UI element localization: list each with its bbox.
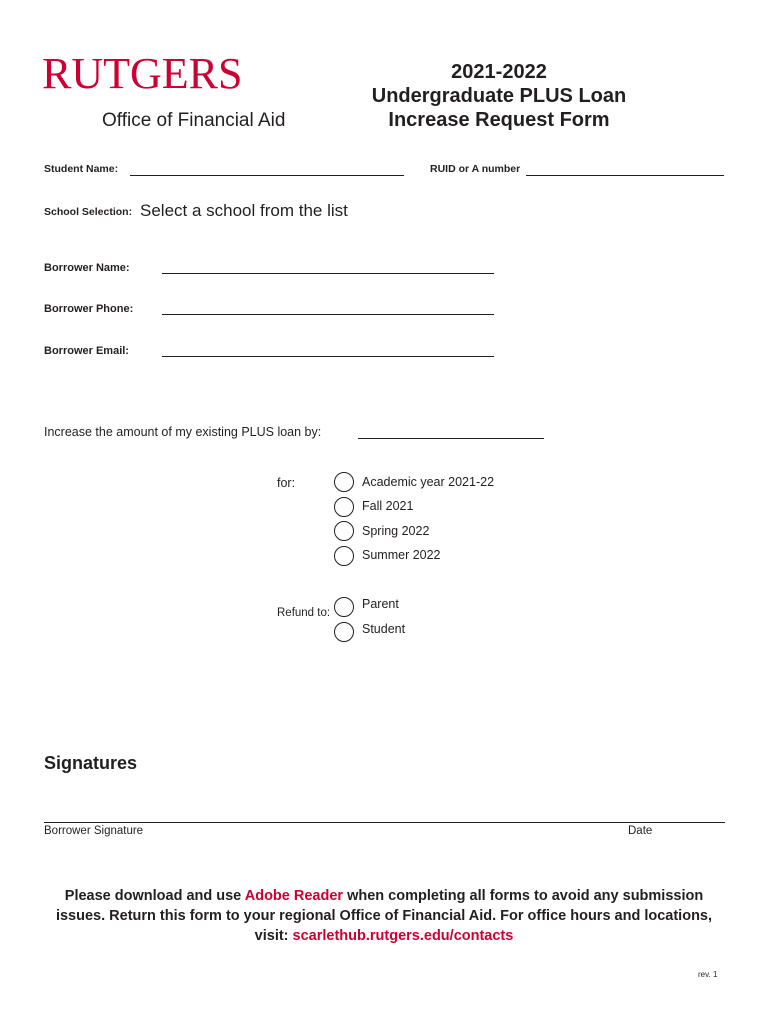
option-parent-label: Parent — [362, 597, 399, 611]
school-select[interactable]: Select a school from the list — [140, 201, 348, 220]
logo-subtitle: Office of Financial Aid — [102, 110, 286, 131]
radio-summer[interactable] — [334, 546, 354, 566]
borrower-email-label: Borrower Email: — [44, 345, 129, 357]
borrower-email-field[interactable] — [162, 356, 494, 357]
borrower-phone-label: Borrower Phone: — [44, 303, 134, 315]
school-selection-label: School Selection: — [44, 206, 133, 218]
date-label: Date — [628, 825, 653, 837]
refund-to-label: Refund to: — [277, 607, 331, 619]
adobe-reader-link[interactable]: Adobe Reader — [244, 888, 344, 904]
student-name-field[interactable] — [130, 175, 404, 176]
rutgers-logo — [42, 49, 243, 98]
radio-spring[interactable] — [334, 521, 354, 541]
radio-student[interactable] — [334, 622, 354, 642]
contacts-link[interactable]: scarlethub.rutgers.edu/contacts — [292, 928, 514, 944]
increase-amount-label: Increase the amount of my existing PLUS loan by: — [44, 425, 322, 439]
option-spring-label: Spring 2022 — [362, 524, 430, 538]
form-title: Undergraduate PLUS Loan — [371, 85, 627, 107]
logo-wordmark: RUTGERS — [42, 49, 243, 98]
ruid-label: RUID or A number — [430, 163, 521, 175]
revision-label: rev. 1 — [698, 970, 718, 979]
student-name-label: Student Name: — [44, 163, 119, 175]
radio-parent[interactable] — [334, 597, 354, 617]
signature-line[interactable] — [44, 822, 725, 823]
notice-text-2: when completing all forms to avoid any submission issues. Return this form to your regional Office of Financial Aid. For office hours and locations, visit: — [55, 888, 713, 944]
radio-fall[interactable] — [334, 497, 354, 517]
borrower-phone-field[interactable] — [162, 314, 494, 315]
borrower-signature-label: Borrower Signature — [44, 825, 144, 837]
submission-notice — [44, 886, 724, 946]
ruid-field[interactable] — [526, 175, 724, 176]
option-fall-label: Fall 2021 — [362, 499, 414, 513]
increase-amount-field[interactable] — [358, 438, 544, 439]
radio-academic-year[interactable] — [334, 472, 354, 492]
signatures-heading: Signatures — [44, 753, 138, 773]
option-academic-year-label: Academic year 2021-22 — [362, 475, 495, 489]
form-subtitle: Increase Request Form — [388, 109, 610, 131]
option-summer-label: Summer 2022 — [362, 548, 441, 562]
borrower-name-field[interactable] — [162, 273, 494, 274]
borrower-name-label: Borrower Name: — [44, 262, 130, 274]
form-year: 2021-2022 — [451, 61, 547, 83]
notice-text-1: Please download and use — [64, 888, 245, 904]
for-label: for: — [277, 476, 296, 490]
option-student-label: Student — [362, 622, 406, 636]
